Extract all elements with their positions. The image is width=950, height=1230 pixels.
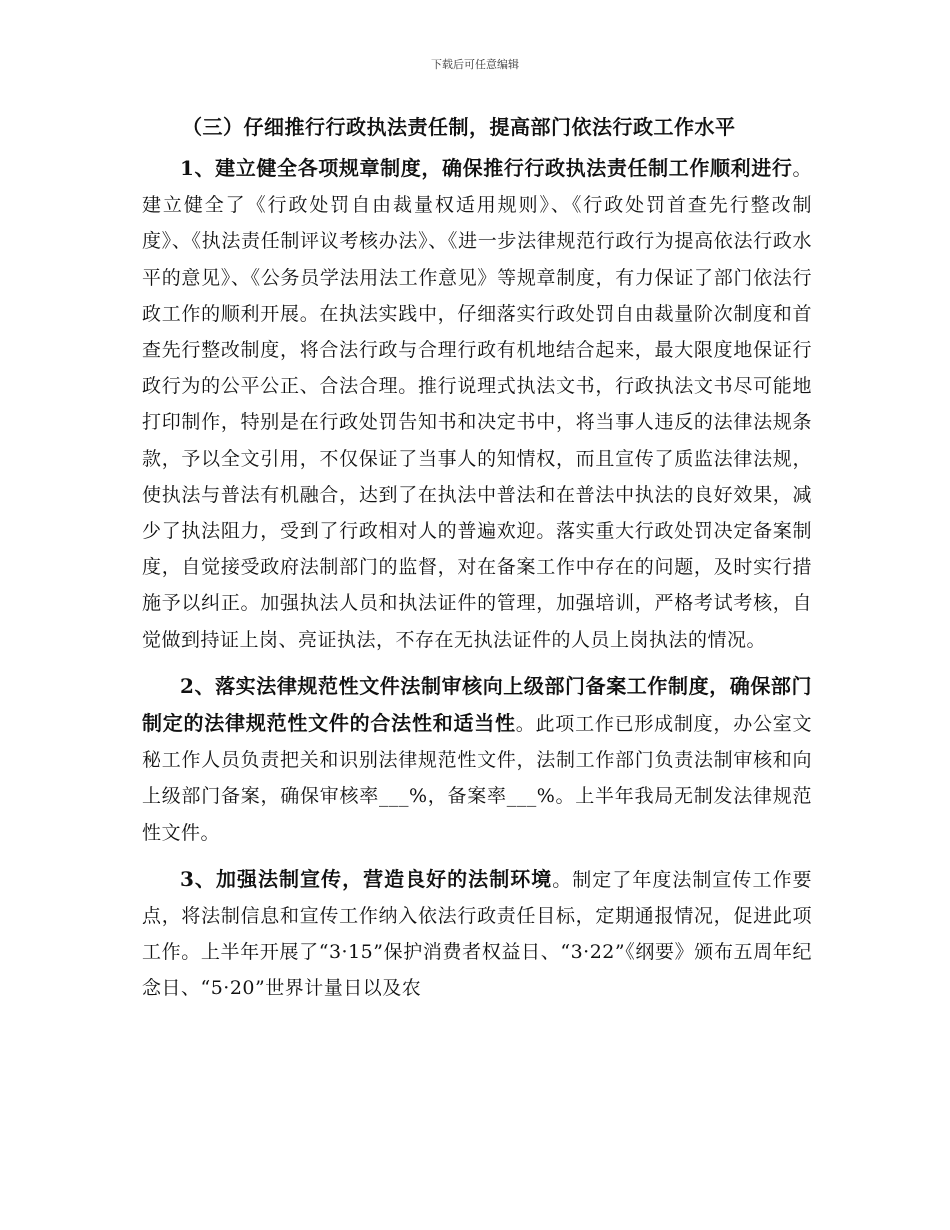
- paragraph-1-body: 。建立健全了《行政处罚自由裁量权适用规则》、《行政处罚首查先行整改制度》、《执法责任制评议考核办法》、《进一步法律规范行政行为提高依法行政水平的意见》、《公务员学法用法工作意见》等规章制度，有力保证了部门依法行政工作的顺利开展。在执法实践中，仔细落实行政处罚自由裁量阶次制度和首查先行整改制度，将合法行政与合理行政有机地结合起来，最大限度地保证行政行为的公平公正、合法合理。推行说理式执法文书，行政执法文书尽可能地打印制作，特别是在行政处罚告知书和决定书中，将当事人违反的法律法规条款，予以全文引用，不仅保证了当事人的知情权，而且宣传了质监法律法规，使执法与普法有机融合，达到了在执法中普法和在普法中执法的良好效果，减少了执法阻力，受到了行政相对人的普遍欢迎。落实重大行政处罚决定备案制度，自觉接受政府法制部门的监督，对在备案工作中存在的问题，及时实行措施予以纠正。加强执法人员和执法证件的管理，加强培训，严格考试考核，自觉做到持证上岗、亮证执法，不存在无执法证件的人员上岗执法的情况。: [142, 158, 812, 651]
- paragraph-3-lead: 3、加强法制宣传，营造良好的法制环境: [180, 866, 553, 891]
- header-note: 下载后可任意编辑: [431, 58, 519, 71]
- paragraph-1-lead: 1、建立健全各项规章制度，确保推行行政执法责任制工作顺利进行: [180, 156, 793, 180]
- paragraph-2-body: 。此项工作已形成制度，办公室文秘工作人员负责把关和识别法律规范性文件，法制工作部门负责法制审核和向上级部门备案，确保审核率___%，备案率___%。上半年我局无制发法律规范性文件。: [142, 713, 812, 844]
- paragraph-3: [142, 861, 812, 1007]
- document-body: [142, 104, 812, 1007]
- paragraph-3-body: 。制定了年度法制宣传工作要点，将法制信息和宣传工作纳入依法行政责任目标，定期通报情况，促进此项工作。上半年开展了“3·15”保护消费者权益日、“3·22”《纲要》颁布五周年纪念日、“5·20”世界计量日以及农: [142, 868, 812, 1000]
- paragraph-2-lead: 2、落实法律规范性文件法制审核向上级部门备案工作制度，确保部门制定的法律规范性文件的合法性和适当性: [142, 673, 812, 736]
- section-heading: （三）仔细推行行政执法责任制，提高部门依法行政工作水平: [182, 115, 736, 139]
- paragraph-2: [142, 668, 812, 851]
- paragraph-1: [142, 150, 812, 658]
